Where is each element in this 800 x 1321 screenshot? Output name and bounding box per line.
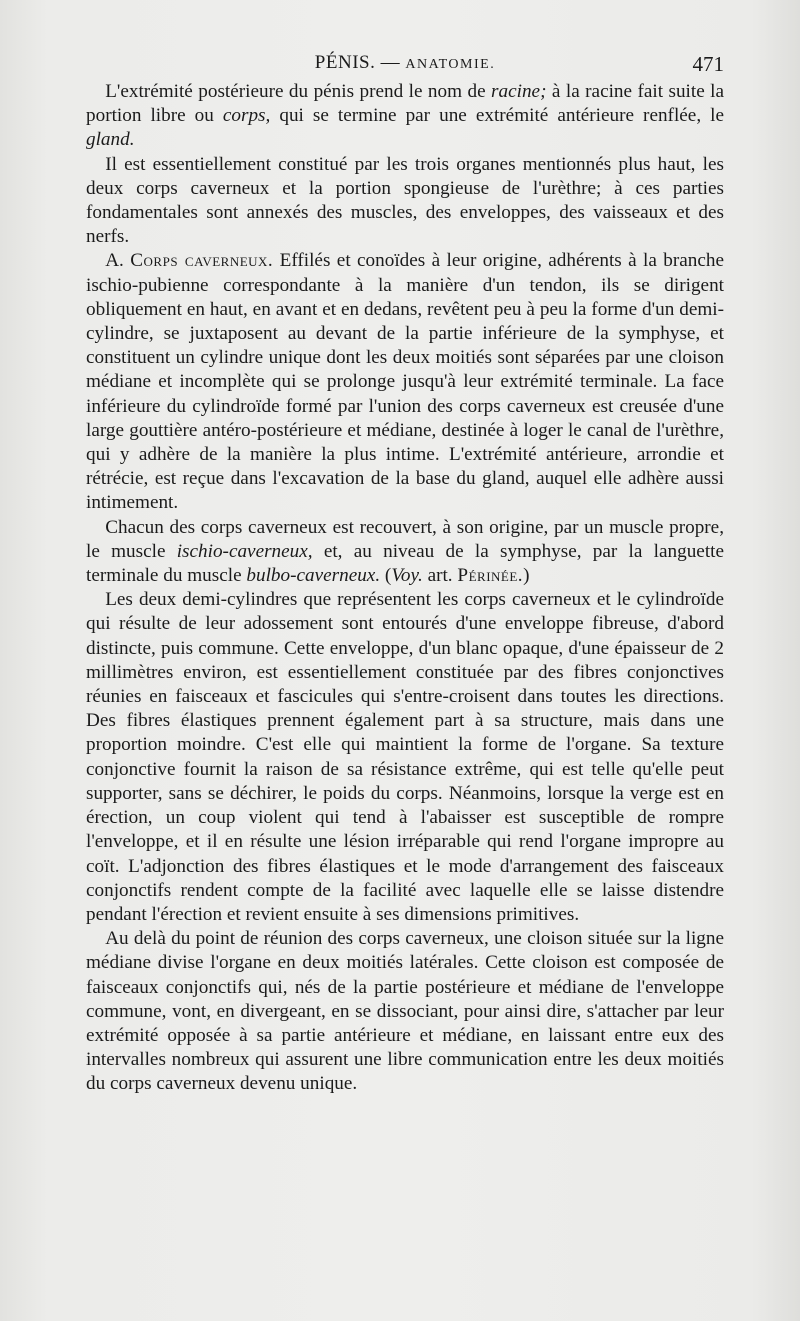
- text-body: [86, 80, 724, 1097]
- p4-text-1: Chacun des corps caverneux est recouvert, à son origine, par un muscle propre, le muscle: [86, 516, 724, 562]
- p1-italic-racine: racine;: [491, 81, 547, 102]
- p3-lead: A.: [105, 250, 131, 272]
- title-main: PÉNIS.: [314, 52, 376, 73]
- paragraph-1: [86, 80, 724, 153]
- p4-italic-bulbo: bulbo-caverneux.: [246, 565, 381, 587]
- paragraph-6: [86, 927, 724, 1096]
- p4-italic-ischio: ischio-caverneux,: [176, 540, 313, 562]
- p4-text-5: ): [523, 565, 530, 587]
- paragraph-2: [86, 153, 724, 250]
- paragraph-4: [86, 516, 724, 589]
- p1-italic-gland: gland.: [86, 129, 135, 151]
- paragraph-3: [86, 249, 724, 515]
- p4-italic-voy: Voy.: [391, 565, 423, 587]
- p4-text-2: et, au niveau de la symphyse, par la languette terminale du muscle: [86, 540, 724, 587]
- running-header: [86, 52, 724, 82]
- p5-text: Les deux demi-cylindres que représentent les corps caverneux et le cylindroïde qui résulte de leur adossement sont entourés d'une enveloppe fibreuse, d'abord distincte, puis commune. Cette enveloppe, d'un blanc opaque, d'une épaisseur de 2 millimètres environ, est essentiellement constituée par des fibres conjonctives réunies en faisceaux et fascicules qui s'entre-croisent dans toutes les directions. Des fibres élastiques prennent également part à sa structure, mais dans une proportion moindre. C'est elle qui maintient la forme de l'organe. Sa texture conjonctive fournit la raison de sa résistance extrême, qui est telle qu'elle peut supporter, sans se déchirer, le poids du corps. Néanmoins, lorsque la verge est en érection, un coup violent qui tend à l'abaisser est susceptible de rompre l'enveloppe, et il en résulte une lésion irréparable qui rend l'organe impropre au coït. L'adjonction des fibres élastiques et le mode d'arrangement des faisceaux conjonctifs rendent compte de la facilité avec laquelle elle se laisse distendre pendant l'érection et revient ensuite à ses dimensions primitives.: [86, 589, 724, 925]
- paragraph-5: [86, 588, 724, 927]
- p4-crossref: Périnée.: [457, 565, 524, 587]
- p2-text: Il est essentiellement constitué par les trois organes mentionnés plus haut, les deux corps caverneux et la portion spongieuse de l'urèthre; à ces parties fondamentales sont annexés des muscles, des enveloppes, des vaisseaux et des nerfs.: [86, 153, 724, 248]
- title-section: ANATOMIE.: [405, 57, 496, 72]
- p1-text-1: L'extrémité postérieure du pénis prend le nom de: [105, 81, 492, 102]
- p3-section-heading: Corps caverneux.: [130, 250, 274, 272]
- p1-text-3: qui se termine par une extrémité antérieure renflée, le: [270, 105, 724, 127]
- title-dash: —: [375, 52, 406, 73]
- p1-italic-corps: corps,: [222, 105, 271, 127]
- p4-text-3: (: [380, 565, 392, 587]
- p4-text-4: art.: [422, 565, 458, 587]
- p3-text: Effilés et conoïdes à leur origine, adhérents à la branche ischio-pubienne correspondante à la manière d'un tendon, ils se dirigent obliquement en haut, en avant et en dedans, revêtent peu à peu la forme d'un demi-cylindre, se juxtaposent au devant de la partie inférieure de la symphyse, et constituent un cylindre unique dont les deux moitiés sont séparées par une cloison médiane et incomplète qui se prolonge jusqu'à leur extrémité terminale. La face inférieure du cylindroïde formé par l'union des corps caverneux est creusée d'une large gouttière antéro-postérieure et médiane, destinée à loger le canal de l'urèthre, qui y adhère de la manière la plus intime. L'extrémité antérieure, arrondie et rétrécie, est reçue dans l'excavation de la base du gland, auquel elle adhère aussi intimement.: [86, 250, 725, 514]
- page-number: 471: [692, 52, 724, 76]
- p1-text-2: à la racine fait suite la portion libre ou: [86, 81, 725, 127]
- running-title: [86, 52, 724, 74]
- p6-text: Au delà du point de réunion des corps caverneux, une cloison située sur la ligne médiane divise l'organe en deux moitiés latérales. Cette cloison est composée de faisceaux conjonctifs qui, nés de la partie postérieure et médiane de l'enveloppe commune, vont, en divergeant, en se dissociant, pour ainsi dire, s'attacher par leur extrémité opposée à sa partie antérieure et médiane, en laissant entre eux des intervalles nombreux qui assurent une libre communication entre les deux moitiés du corps caverneux devenu unique.: [86, 928, 724, 1095]
